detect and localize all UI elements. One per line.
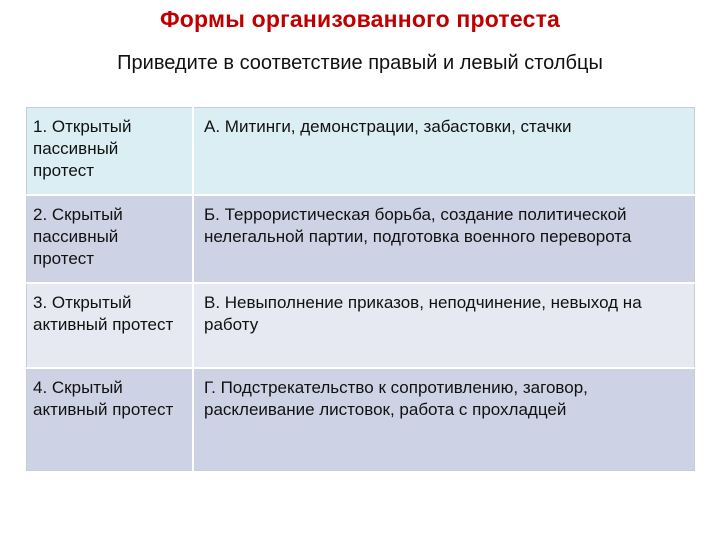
protest-form-cell: 2. Скрытый пассивный протест — [27, 195, 194, 283]
protest-actions-cell: Г. Подстрекательство к сопротивлению, заговор, расклеивание листовок, работа с прохладцей — [193, 368, 695, 471]
matching-table — [26, 107, 695, 471]
protest-form-cell: 3. Открытый активный протест — [27, 283, 194, 368]
table-row — [27, 108, 695, 196]
protest-actions-cell: А. Митинги, демонстрации, забастовки, стачки — [193, 108, 695, 196]
protest-form-cell: 4. Скрытый активный протест — [27, 368, 194, 471]
table-row — [27, 368, 695, 471]
slide-title: Формы организованного протеста — [159, 6, 561, 32]
table-row — [27, 283, 695, 368]
slide-subtitle: Приведите в соответствие правый и левый столбцы — [117, 52, 603, 74]
table-row — [27, 195, 695, 283]
protest-actions-cell: В. Невыполнение приказов, неподчинение, невыход на работу — [193, 283, 695, 368]
protest-form-cell: 1. Открытый пассивный протест — [27, 108, 194, 196]
protest-actions-cell: Б. Террористическая борьба, создание политической нелегальной партии, подготовка военного переворота — [193, 195, 695, 283]
